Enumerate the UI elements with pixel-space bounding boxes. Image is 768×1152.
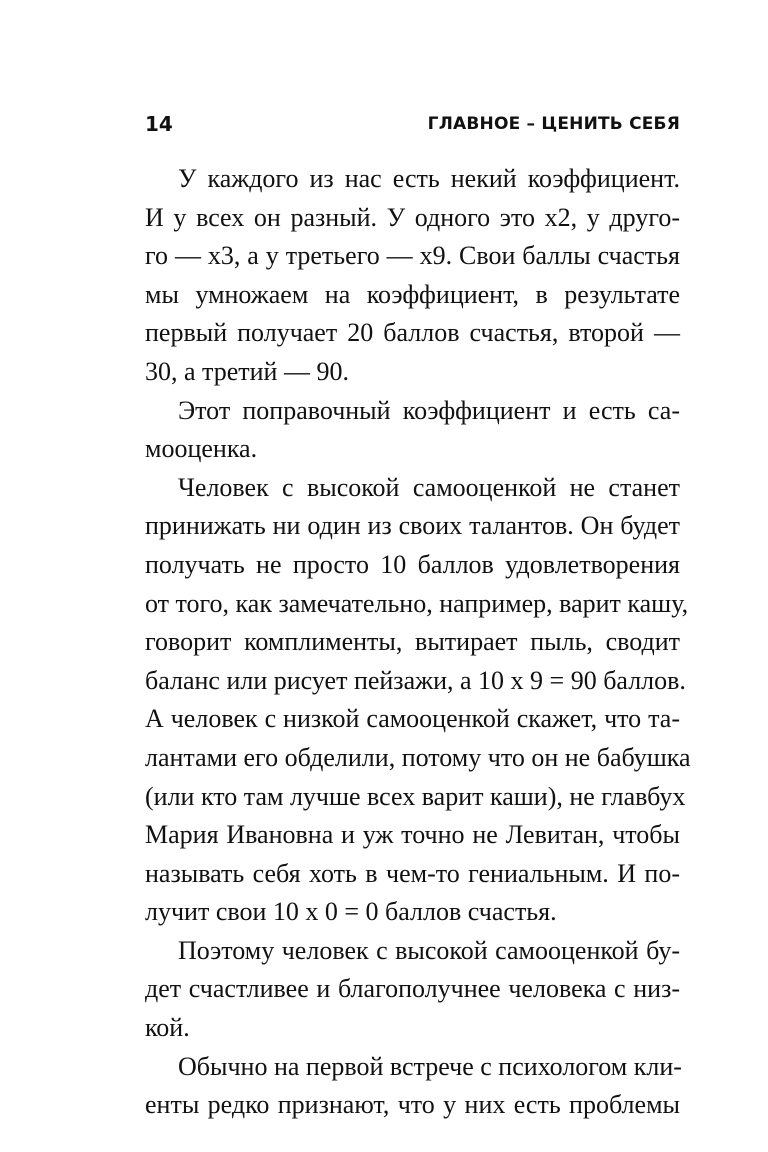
text-line: И у всех он разный. У одного это х2, у друго- [145, 202, 680, 232]
page-number: 14 [145, 112, 173, 136]
paragraph [145, 392, 680, 469]
text-line: 30, а третий — 90. [145, 356, 349, 386]
text-line: Обычно на первой встрече с психологом кли- [178, 1051, 682, 1081]
text-line: лантами его обделили, потому что он не бабушка [145, 742, 691, 772]
text-line: У каждого из нас есть некий коэффициент. [178, 164, 680, 193]
text-line: лучит свои 10 х 0 = 0 баллов счастья. [145, 897, 557, 927]
text-line: получать не просто 10 баллов удовлетворения [145, 549, 680, 579]
text-line: мы умножаем на коэффициент, в результате [145, 279, 680, 309]
text-line: енты редко признают, что у них есть проблемы [145, 1090, 680, 1120]
text-line: принижать ни один из своих талантов. Он будет [145, 511, 680, 541]
text-line: Поэтому человек с высокой самооценкой бу- [178, 935, 680, 965]
text-line: Мария Ивановна и уж точно не Левитан, чтобы [145, 820, 680, 850]
text-line: первый получает 20 баллов счастья, второй — [145, 318, 680, 348]
text-line: дет счастливее и благополучнее человека с низ- [145, 974, 680, 1004]
text-line: Этот поправочный коэффициент и есть са- [178, 395, 680, 425]
text-line: мооценка. [145, 434, 258, 464]
running-head [145, 110, 680, 138]
text-line: называть себя хоть в чем-то гениальным. И по- [145, 858, 680, 888]
paragraph [145, 1048, 680, 1125]
paragraph [145, 160, 680, 392]
body-text [145, 160, 691, 1125]
paragraph [145, 932, 680, 1048]
paragraph [145, 469, 691, 932]
text-line: го — х3, а у третьего — х9. Свои баллы счастья [145, 241, 680, 271]
text-line: кой. [145, 1013, 190, 1043]
text-line: говорит комплименты, вытирает пыль, сводит [145, 627, 680, 657]
text-line: (или кто там лучше всех варит каши), не главбух [145, 781, 686, 811]
text-line: А человек с низкой самооценкой скажет, что та- [145, 704, 680, 734]
text-line: баланс или рисует пейзажи, а 10 х 9 = 90 баллов. [145, 665, 686, 695]
chapter-title: ГЛАВНОЕ – ЦЕНИТЬ СЕБЯ [427, 114, 680, 134]
text-line: Человек с высокой самооценкой не станет [178, 472, 680, 502]
text-line: от того, как замечательно, например, варит кашу, [145, 588, 689, 618]
